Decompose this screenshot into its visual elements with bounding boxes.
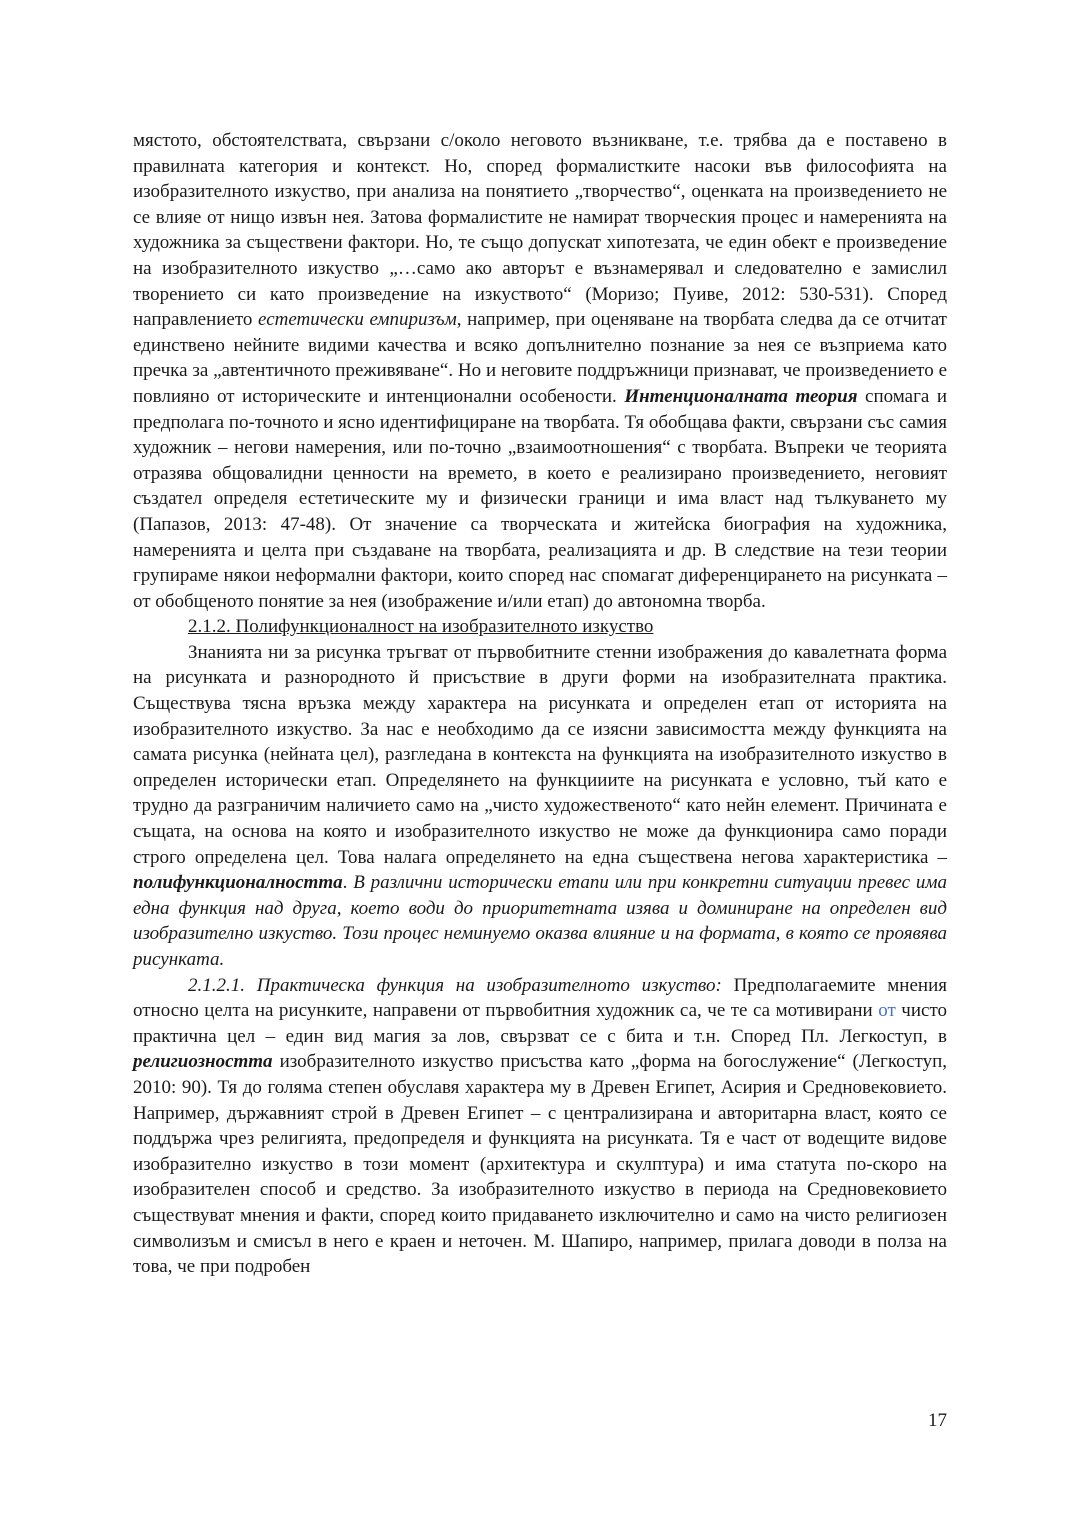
text-run: 2.1.2. Полифункционалност на изобразителното изкуство [188, 616, 654, 638]
text-run: . [342, 872, 354, 894]
paragraph [133, 640, 947, 973]
text-run: чисто практична цел – един вид магия за лов, свързват се с бита и т.н. Според Пл. Легкоступ, в [133, 1000, 947, 1047]
text-run: Предполагаемите мнения относно целта на рисунките, направени от първобитния художник са, че те са мотивирани [133, 974, 947, 1022]
text-run: Знанията ни за рисунка тръгват от първобитните стенни изображения до кавалетната форма на рисунката и разнородното й присъствие в други форми на изобразителната практика. Съществува тясна връзка между характера на рисунката и определен етап от историята на изобразителното изкуство. За нас е необходимо да се изясни зависимостта между функцията на самата рисунка (нейната цел), разгледана в контекста на функцията на изобразителното изкуство в определен исторически етап. Определянето на функцииите на рисунката е условно, тъй като е трудно да разграничим наличието само на „чисто художественото“ като нейн елемент. Причината е същата, на основа на която и изобразителното изкуство не може да функционира само поради строго определена цел. Това налага определянето на една съществена негова характеристика – [133, 641, 947, 868]
text-run: изобразителното изкуство присъства като „форма на богослужение“ (Легкоступ, 2010: 90). Тя до голяма степен обуславя характера му в Древен Египет, Асирия и Средновековието. Например, държавният строй в Древен Египет – с централизирана и авторитарна власт, която се поддържа чрез религията, предопределя и функцията на рисунката. Тя е част от водещите видове изобразително изкуство в този момент (архитектура и скулптура) и има статута по-скоро на изобразителен способ и средство. За изобразителното изкуство в периода на Средновековието съществуват мнения и факти, според които придаването изключително и само на чисто религиозен символизъм и смисъл в него е краен и неточен. М. Шапиро, например, прилага доводи в полза на това, че при подробен [133, 1051, 947, 1278]
document-body [133, 128, 947, 1280]
text-run: от [878, 1000, 896, 1022]
text-run: 2.1.2.1. Практическа функция на изобразителното изкуство: [188, 974, 734, 996]
text-run: естетически емпиризъм [258, 309, 457, 331]
text-run: Интенционалната теория [624, 385, 858, 407]
paragraph [133, 973, 947, 1280]
text-run: спомага и предполага по-точното и ясно идентифициране на творбата. Тя обобщава факти, свързани със самия художник – негови намерения, или по-точно „взаимоотношения“ с творбата. Въпреки че теорията отразява общовалидни ценности на времето, в което е реализирано произведението, неговият създател определя естетическите му и физически граници и има власт над тълкуването му (Папазов, 2013: 47-48). От значение са творческата и житейска биография на художника, намеренията и целта при създаване на творбата, реализацията и др. В следствие на тези теории групираме някои неформални фактори, които според нас спомагат диференцирането на рисунката – от обобщеното понятие за нея (изображение и/или етап) до автономна творба. [133, 385, 948, 612]
text-run: полифункционалността [133, 872, 343, 894]
paragraph [133, 128, 947, 614]
page-number: 17 [928, 1410, 947, 1431]
text-run: религиозността [133, 1051, 273, 1073]
text-run: мястото, обстоятелствата, свързани с/около неговото възникване, т.е. трябва да е поставено в правилната категория и контекст. Но, според формалистките насоки във философията на изобразителното изкуство, при анализа на понятието „творчество“, оценката на произведението не се влияе от нищо извън нея. Затова формалистите не намират творческия процес и намеренията на художника за съществени фактори. Но, те също допускат хипотезата, че един обект е произведение на изобразителното изкуство „…само ако авторът е възнамерявал и следователно е замислил творението си като произведение на изкуството“ (Моризо; Пуиве, 2012: 530-531). Според направлението [133, 130, 947, 331]
text-run: В различни исторически етапи или при конкретни ситуации превес има една функция над друга, което води до приоритетната изява и доминиране на определен вид изобразително изкуство. Този процес неминуемо оказва влияние и на формата, в която се проявява рисунката. [133, 872, 948, 970]
text-run: , например, при оценяване на творбата следва да се отчитат единствено нейните видими качества и всяко допълнително познание за нея се възприема като пречка за „автентичното преживяване“. Но и неговите поддръжници признават, че произведението е повлияно от историческите и интенционални особености. [133, 309, 947, 407]
section-heading [133, 614, 947, 640]
